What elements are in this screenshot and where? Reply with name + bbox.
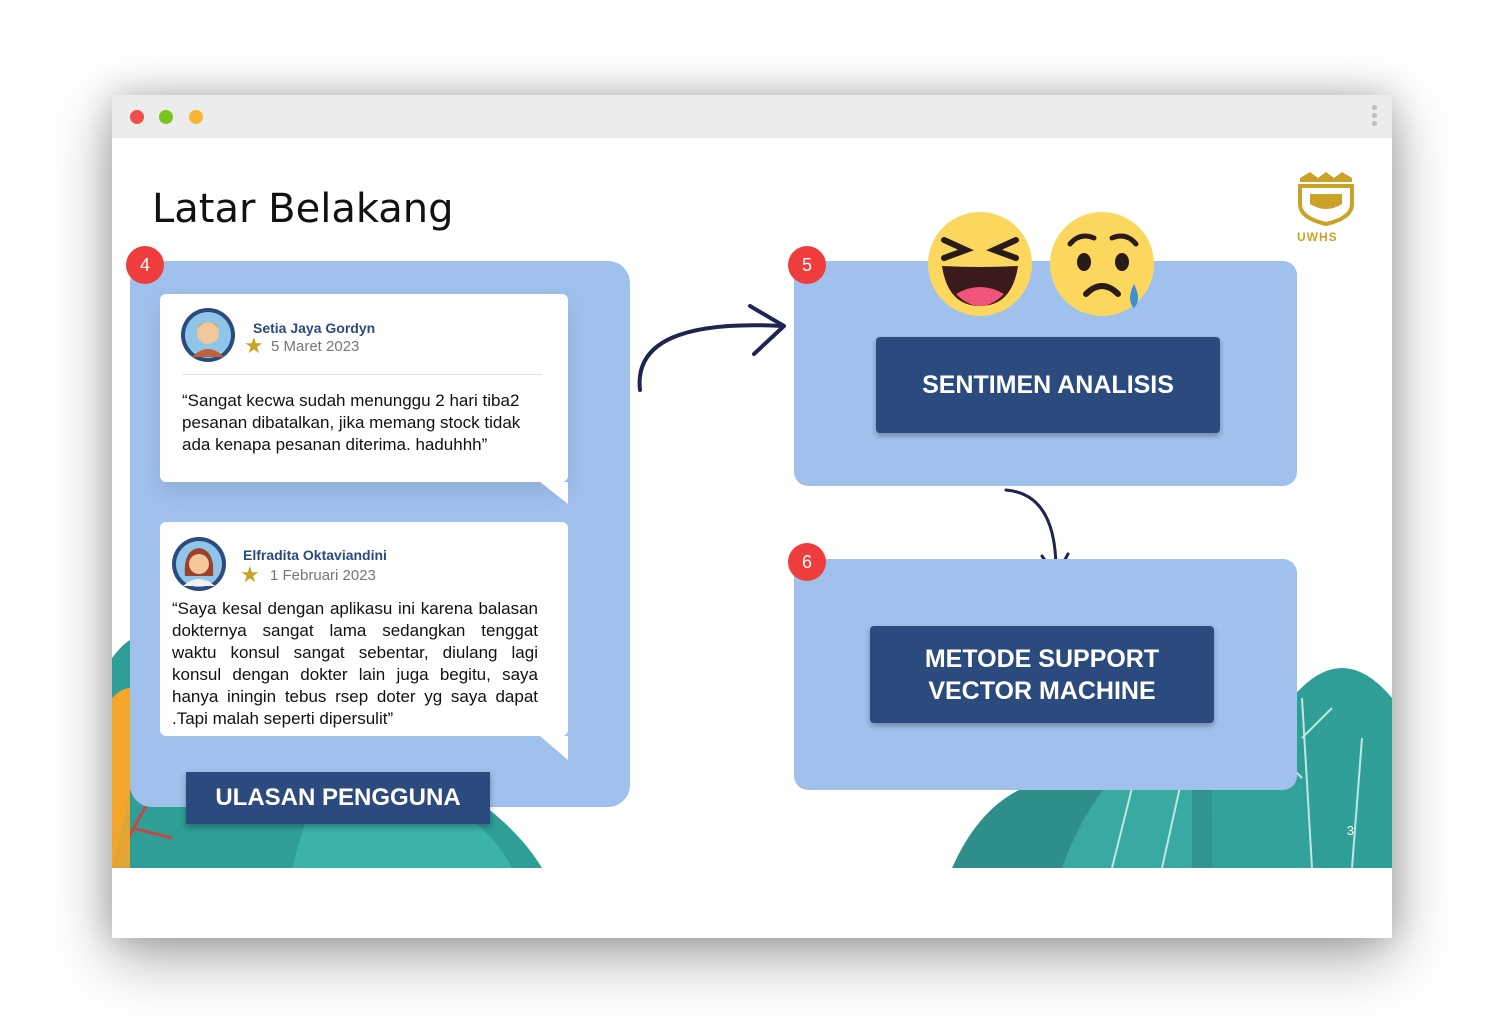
sad-crying-emoji-icon (1048, 210, 1158, 320)
speech-tail (540, 736, 570, 760)
avatar-female (171, 536, 227, 592)
step-badge-4: 4 (126, 246, 164, 284)
uwhs-logo-icon (1296, 170, 1356, 226)
maximize-window-button[interactable] (189, 110, 203, 124)
presentation-slide (112, 138, 1392, 938)
kebab-menu-icon[interactable] (1372, 105, 1378, 129)
star-icon: ★ (244, 333, 264, 358)
page-number: 3 (1346, 823, 1354, 838)
browser-window (112, 95, 1392, 938)
slide-title: Latar Belakang (152, 186, 454, 232)
window-titlebar (112, 95, 1392, 138)
svm-method-label: METODE SUPPORT VECTOR MACHINE (870, 626, 1214, 723)
star-icon: ★ (240, 562, 260, 587)
review-date: 1 Februari 2023 (270, 567, 376, 584)
step-badge-6: 6 (788, 543, 826, 581)
laughing-emoji-icon (926, 210, 1034, 318)
close-window-button[interactable] (130, 110, 144, 124)
speech-tail (540, 482, 570, 504)
review-date: 5 Maret 2023 (271, 338, 360, 355)
curved-arrow-icon (632, 298, 792, 398)
step-badge-5: 5 (788, 246, 826, 284)
review-text: “Saya kesal dengan aplikasu ini karena balasan dokternya sangat lama sedangkan tenggat waktu konsul sangat sebentar, diulang lagi konsul dengan dokter lain juga begitu, saya hanya iningin tebus rsep doter yg saya dapat .Tapi malah seperti dipersulit” (172, 599, 538, 728)
logo-text: UWHS (1297, 230, 1338, 244)
reviewer-name: Setia Jaya Gordyn (253, 320, 376, 336)
minimize-window-button[interactable] (159, 110, 173, 124)
ulasan-pengguna-label: ULASAN PENGGUNA (186, 772, 490, 824)
sentimen-analisis-label: SENTIMEN ANALISIS (876, 337, 1220, 433)
avatar-male (180, 307, 236, 363)
reviewer-name: Elfradita Oktaviandini (243, 547, 387, 563)
review-text: “Sangat kecwa sudah menunggu 2 hari tiba2 pesanan dibatalkan, jika memang stock tidak ada kenapa pesanan diterima. haduhhh” (182, 391, 521, 454)
divider (182, 374, 542, 375)
